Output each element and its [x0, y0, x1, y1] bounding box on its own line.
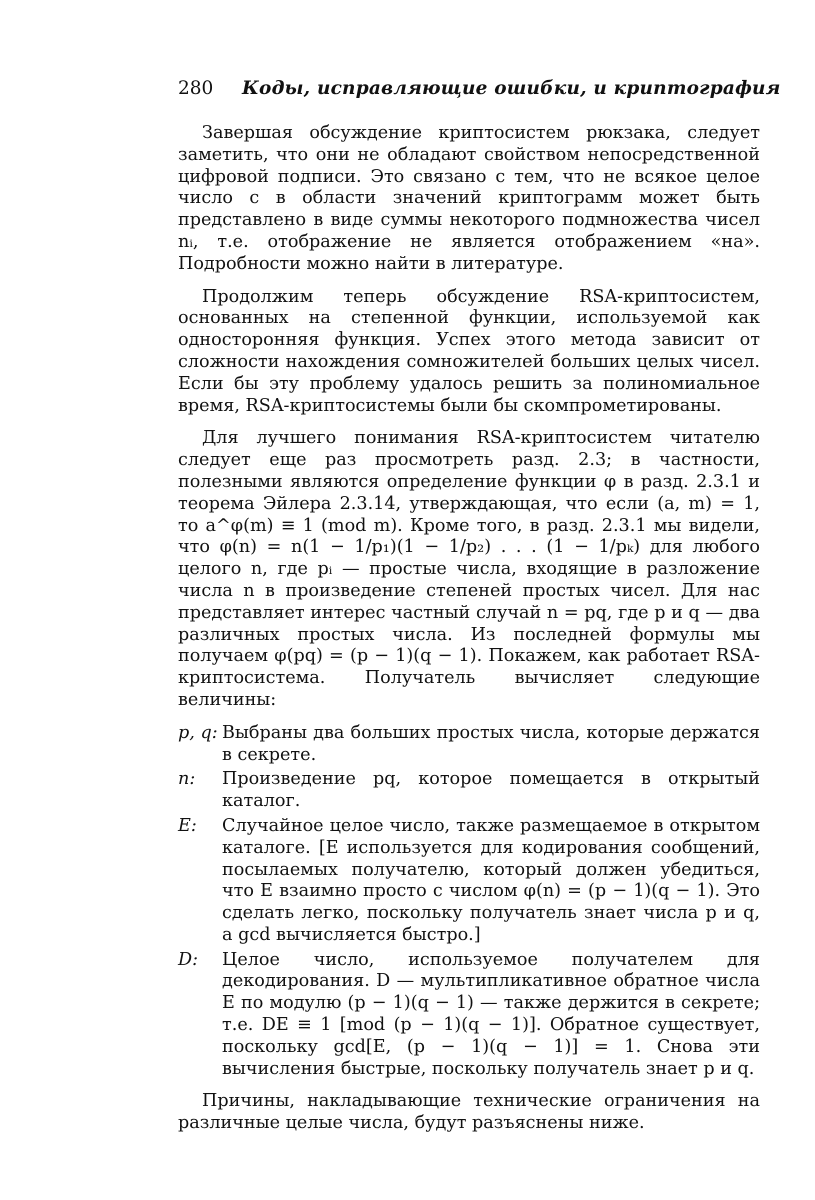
- paragraph-knapsack: Завершая обсуждение криптосистем рюкзака, следует заметить, что они не обладают свойством непосредственной цифровой подписи. Это связано с тем, что не всякое целое число c в области значений криптограмм может быть представлено в виде суммы некоторого подмножества чисел nᵢ, т.е. отображение не является отображением «на». Подробности можно найти в литературе.: [178, 123, 760, 274]
- definition-text: Произведение pq, которое помещается в открытый каталог.: [222, 769, 760, 812]
- definition-term: p, q:: [178, 722, 218, 743]
- definition-term: D:: [178, 949, 199, 970]
- definition-term: E:: [178, 815, 197, 836]
- paragraph-rsa-intro: Продолжим теперь обсуждение RSA-криптосистем, основанных на степенной функции, используемой как односторонняя функция. Успех этого метода зависит от сложности нахождения сомножителей больших целых чисел. Если бы эту проблему удалось решить за полиномиальное время, RSA-криптосистемы были бы скомпрометированы.: [178, 286, 760, 416]
- definition-list: [178, 723, 760, 1081]
- definition-term: n:: [178, 769, 196, 790]
- definition-text: Выбраны два больших простых числа, которые держатся в секрете.: [222, 722, 760, 765]
- page-number: 280: [178, 78, 214, 99]
- running-title: Коды, исправляющие ошибки, и криптография: [242, 78, 781, 99]
- paragraph-rsa-details: Для лучшего понимания RSA-криптосистем читателю следует еще раз просмотреть разд. 2.3; в частности, полезными являются определение функции φ в разд. 2.3.1 и теорема Эйлера 2.3.14, утверждающая, что если (a, m) = 1, то a^φ(m) ≡ 1 (mod m). Кроме того, в разд. 2.3.1 мы видели, что φ(n) = n(1 − 1/p₁)(1 − 1/p₂) . . . (1 − 1/pₖ) для любого целого n, где pᵢ — простые числа, входящие в разложение числа n в произведение степеней простых чисел. Для нас представляет интерес частный случай n = pq, где p и q — два различных простых числа. Из последней формулы мы получаем φ(pq) = (p − 1)(q − 1). Покажем, как работает RSA-криптосистема. Получатель вычисляет следующие величины:: [178, 428, 760, 710]
- definition-text: Целое число, используемое получателем для декодирования. D — мультипликативное обратное числа E по модулю (p − 1)(q − 1) — также держится в секрете; т.е. DE ≡ 1 [mod (p − 1)(q − 1)]. Обратное существует, поскольку gcd[E, (p − 1)(q − 1)] = 1. Снова эти вычисления быстрые, поскольку получатель знает p и q.: [222, 949, 760, 1079]
- definition-item-e: [178, 816, 760, 947]
- definition-item-d: [178, 950, 760, 1081]
- definition-text: Случайное целое число, также размещаемое в открытом каталоге. [E используется для кодирования сообщений, посылаемых получателю, который должен убедиться, что E взаимно просто с числом φ(n) = (p − 1)(q − 1). Это сделать легко, поскольку получатель знает числа p и q, а gcd вычисляется быстро.]: [222, 815, 760, 945]
- definition-item-n: [178, 769, 760, 813]
- paragraph-closing: Причины, накладывающие технические ограничения на различные целые числа, будут разъяснены ниже.: [178, 1091, 760, 1134]
- definition-item-pq: [178, 723, 760, 767]
- running-header: [178, 78, 781, 100]
- page-body: [178, 123, 760, 1146]
